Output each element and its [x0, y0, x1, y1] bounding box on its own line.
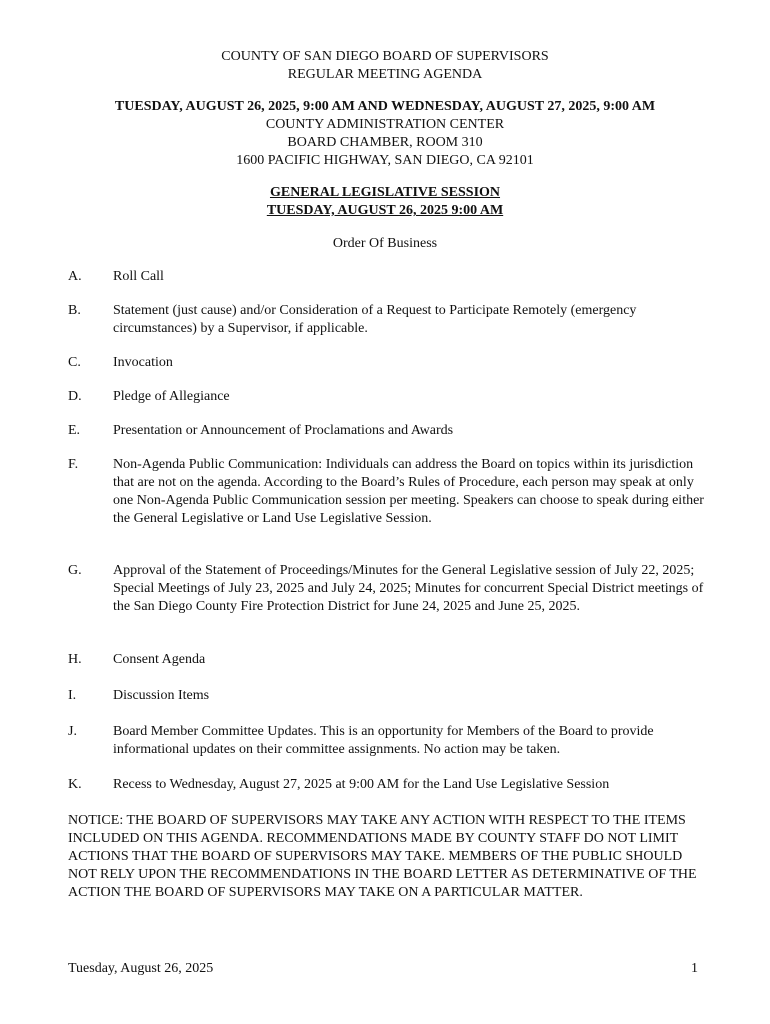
agenda-item	[68, 687, 708, 705]
legal-notice: NOTICE: THE BOARD OF SUPERVISORS MAY TAKE ANY ACTION WITH RESPECT TO THE ITEMS INCLUDED ON THIS AGENDA. RECOMMENDATIONS MADE BY COUNTY STAFF DO NOT LIMIT ACTIONS THAT THE BOARD OF SUPERVISORS MAY TAKE. MEMBERS OF THE PUBLIC SHOULD NOT RELY UPON THE RECOMMENDATIONS IN THE BOARD LETTER AS DETERMINATIVE OF THE ACTION THE BOARD OF SUPERVISORS MAY TAKE ON A PARTICULAR MATTER.	[68, 813, 697, 900]
agenda-item	[68, 302, 708, 338]
agenda-item-text: Recess to Wednesday, August 27, 2025 at 9:00 AM for the Land Use Legislative Session	[113, 777, 610, 792]
agenda-item-text: Discussion Items	[113, 688, 210, 703]
agenda-item	[68, 422, 708, 440]
agenda-item-letter: A.	[68, 269, 82, 284]
agenda-item-letter: G.	[68, 563, 82, 578]
agenda-item-text: Presentation or Announcement of Proclamations and Awards	[113, 423, 454, 438]
agenda-item-text: Non-Agenda Public Communication: Individuals can address the Board on topics within its jurisdiction that are not on the agenda. According to the Board’s Rules of Procedure, each person may speak at only one Non-Agenda Public Communication session per meeting. Speakers can choose to speak during either the General Legislative or Land Use Legislative Session.	[113, 457, 704, 526]
agenda-item	[68, 723, 708, 759]
agenda-item-letter: C.	[68, 355, 81, 370]
agenda-item-text: Invocation	[113, 355, 173, 370]
agenda-item	[68, 268, 708, 286]
agenda-item-letter: J.	[68, 724, 77, 739]
agenda-item	[68, 651, 708, 669]
session-heading	[0, 184, 770, 220]
agenda-item-letter: H.	[68, 652, 82, 667]
agenda-item-letter: K.	[68, 777, 82, 792]
page-number: 1	[691, 961, 698, 976]
header-title: COUNTY OF SAN DIEGO BOARD OF SUPERVISORS	[221, 49, 549, 64]
venue-name: COUNTY ADMINISTRATION CENTER	[265, 117, 505, 132]
agenda-item-letter: I.	[68, 688, 77, 703]
agenda-item	[68, 562, 708, 616]
agenda-item	[68, 456, 708, 528]
agenda-item-text: Approval of the Statement of Proceedings/Minutes for the General Legislative session of July 22, 2025; Special Meetings of July 23, 2025 and July 24, 2025; Minutes for concurrent Special District meetings of the San Diego County Fire Protection District for June 24, 2025 and June 25, 2025.	[113, 563, 704, 614]
agenda-item-text: Statement (just cause) and/or Consideration of a Request to Participate Remotely (emergency circumstances) by a Supervisor, if applicable.	[113, 303, 637, 336]
session-datetime: TUESDAY, AUGUST 26, 2025 9:00 AM	[266, 203, 504, 218]
agenda-item-letter: E.	[68, 423, 81, 438]
agenda-item-text: Consent Agenda	[113, 652, 206, 667]
agenda-item-letter: B.	[68, 303, 81, 318]
agenda-item	[68, 776, 708, 794]
header-subtitle: REGULAR MEETING AGENDA	[287, 67, 483, 82]
agenda-item-letter: F.	[68, 457, 79, 472]
order-of-business	[0, 235, 770, 253]
agenda-item	[68, 354, 708, 372]
agenda-item-text: Board Member Committee Updates. This is an opportunity for Members of the Board to provide informational updates on their committee assignments. No action may be taken.	[113, 724, 654, 757]
agenda-item-text: Pledge of Allegiance	[113, 389, 230, 404]
agenda-item-text: Roll Call	[113, 269, 164, 284]
session-title: GENERAL LEGISLATIVE SESSION	[269, 185, 501, 200]
meeting-dates: TUESDAY, AUGUST 26, 2025, 9:00 AM AND WEDNESDAY, AUGUST 27, 2025, 9:00 AM	[114, 99, 656, 114]
page-footer	[68, 960, 698, 978]
venue-room: BOARD CHAMBER, ROOM 310	[287, 135, 483, 150]
footer-date: Tuesday, August 26, 2025	[68, 961, 214, 976]
agenda-item-letter: D.	[68, 389, 82, 404]
venue-address: 1600 PACIFIC HIGHWAY, SAN DIEGO, CA 92101	[236, 153, 534, 168]
meeting-info	[0, 98, 770, 170]
agenda-header	[0, 48, 770, 84]
agenda-item	[68, 388, 708, 406]
order-of-business-label: Order Of Business	[332, 236, 438, 251]
